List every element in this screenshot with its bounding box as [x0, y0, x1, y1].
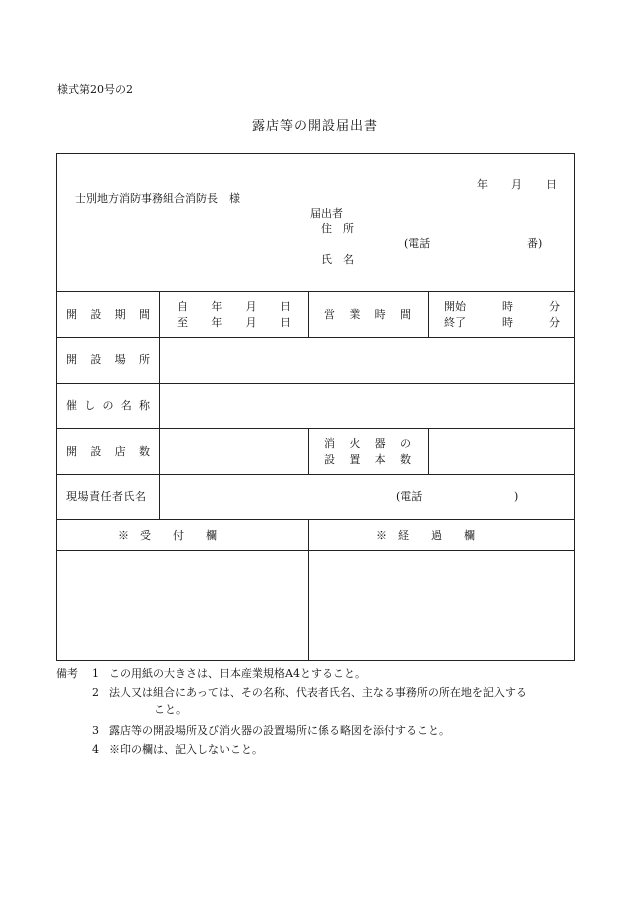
table-divider — [56, 337, 575, 338]
notes-heading: 備考 — [56, 667, 78, 680]
table-column-rule — [428, 428, 429, 474]
manager-label: 現場責任者氏名 — [66, 490, 147, 503]
date-day-label: 日 — [546, 178, 557, 191]
table-divider — [56, 291, 575, 292]
table-column-rule — [308, 428, 309, 474]
note-item: 2 法人又は組合にあっては、その名称、代表者氏名、主なる事務所の所在地を記入する — [92, 686, 527, 699]
date-year-label: 年 — [477, 178, 488, 191]
note-item: 4 ※印の欄は、記入しないこと。 — [92, 743, 263, 756]
name-label: 氏 名 — [321, 253, 354, 266]
phone-close-label: 番) — [527, 237, 543, 250]
note-item: 3 露店等の開設場所及び消火器の設置場所に係る略図を添付すること。 — [92, 724, 450, 737]
period-to-label: 至 — [177, 316, 188, 329]
phone-open-label: (電話 — [404, 237, 431, 250]
manager-phone-open-label: (電話 — [396, 490, 423, 503]
reception-column-label: ※ 受 付 欄 — [118, 529, 217, 542]
address-label: 住 所 — [321, 222, 354, 235]
period-label: 開 設 期 間 — [66, 308, 150, 321]
table-divider — [56, 383, 575, 384]
extinguisher-label-line-2: 設 置 本 数 — [324, 453, 411, 466]
note-item: 備考 1 この用紙の大きさは、日本産業規格A4とすること。 — [56, 664, 576, 683]
notes-section — [56, 664, 576, 759]
hours-end-label: 終了 — [444, 316, 466, 329]
table-column-rule — [159, 291, 160, 519]
table-column-rule — [428, 291, 429, 337]
hours-start-line: 開始 時 分 — [444, 300, 560, 313]
location-label: 開 設 場 所 — [66, 353, 150, 366]
note-continuation: こと。 — [154, 703, 187, 716]
event-name-label: 催 し の 名 称 — [66, 399, 150, 412]
progress-column-label: ※ 経 過 欄 — [376, 529, 475, 542]
date-month-label: 月 — [511, 178, 522, 191]
document-title: 露店等の開設届出書 — [251, 119, 378, 134]
notifier-label: 届出者 — [310, 207, 343, 220]
hours-label: 営 業 時 間 — [324, 308, 411, 321]
hours-end-line: 終了 時 分 — [444, 316, 560, 329]
period-from-label: 自 — [177, 300, 188, 313]
table-column-rule — [308, 519, 309, 661]
table-divider — [56, 474, 575, 475]
table-column-rule — [308, 291, 309, 337]
hours-start-label: 開始 — [444, 300, 466, 313]
store-count-label: 開 設 店 数 — [66, 445, 150, 458]
period-from-line: 自 年 月 日 — [177, 300, 291, 313]
period-to-line: 至 年 月 日 — [177, 316, 291, 329]
table-divider — [56, 428, 575, 429]
extinguisher-label-line-1: 消 火 器 の — [324, 437, 411, 450]
addressee: 士別地方消防事務組合消防長 様 — [75, 192, 240, 205]
table-divider — [56, 550, 575, 551]
manager-phone-close-label: ) — [514, 490, 519, 503]
form-number: 様式第20号の2 — [57, 83, 133, 96]
table-divider — [56, 519, 575, 520]
